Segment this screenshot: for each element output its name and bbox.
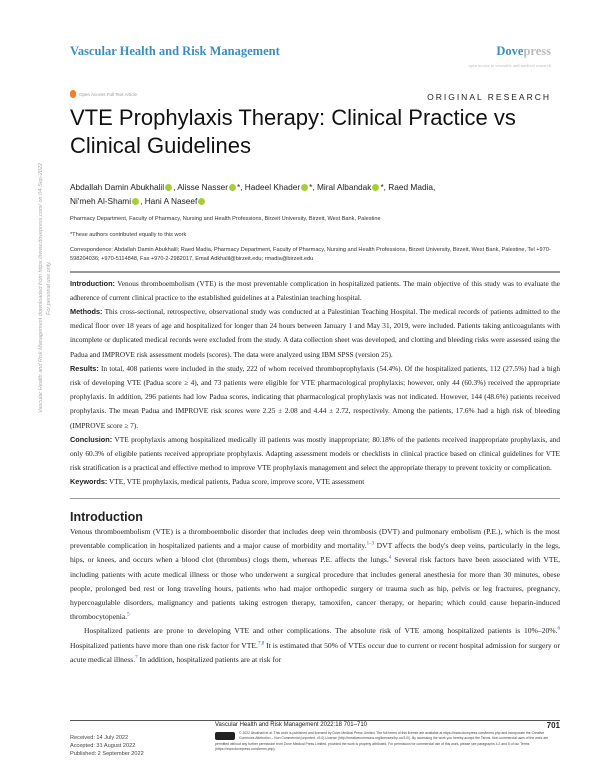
divider bbox=[70, 271, 560, 273]
paper-title: VTE Prophylaxis Therapy: Clinical Practice vs Clinical Guidelines bbox=[70, 105, 516, 158]
author[interactable]: Ni'meh Al-Shami bbox=[70, 196, 132, 206]
author[interactable]: Abdallah Damin Abukhalil bbox=[70, 182, 165, 192]
orcid-icon[interactable] bbox=[165, 184, 172, 191]
brand-press: press bbox=[523, 44, 551, 58]
orcid-icon[interactable] bbox=[229, 184, 236, 191]
citation-link[interactable]: 7 bbox=[135, 655, 138, 661]
brand-dove: Dove bbox=[496, 44, 524, 58]
watermark-line: Vascular Health and Risk Management downloaded from https://www.dovepress.com/ on 04-Sep-2022 bbox=[38, 163, 44, 413]
orcid-icon[interactable] bbox=[301, 184, 308, 191]
author-list bbox=[70, 180, 560, 208]
text: It is estimated that 50% of VTEs occur due to current or recent hospital admission for surgery or acute medical illness. bbox=[70, 640, 560, 664]
download-watermark bbox=[37, 48, 53, 528]
main-column bbox=[70, 180, 560, 667]
correspondence: Correspondence: Abdallah Damin Abukhalil; Raed Madia, Pharmacy Department, Faculty of Pharmacy, Nursing and Health Professions, Birzeit University, Birzeit, West Bank, Palestine, Tel +970-598204036; +970-5114848, Fax +970-2-2982017, Email Adkhalil@birzeit.edu; rmadia@birzeit.edu bbox=[70, 247, 551, 262]
equal-contribution-note: *These authors contributed equally to this work bbox=[70, 231, 187, 238]
license-text: © 2022 Abukhalil et al. This work is published and licensed by Dove Medical Press Limited. The full terms of this license are available at https://www.dovepress.com/terms.php and incorporate the Creative Commons Attribution – Non Commercial (unported, v3.0) License (http://creativecommons.org/licenses/by-nc/3.0/). By accessing the work you hereby accept the Terms. Non-commercial uses of the work are permitted without any further permission from Dove Medical Press Limited, provided the work is properly attributed. For permission for commercial use of this work, please see paragraphs 4.2 and 5 of our Terms (https://www.dovepress.com/terms.php). bbox=[215, 731, 549, 751]
text: Hospitalized patients have more than one risk factor for VTE. bbox=[70, 640, 258, 650]
publisher-logo[interactable] bbox=[496, 44, 551, 59]
open-access-badge bbox=[70, 90, 137, 98]
citation-link[interactable]: 6 bbox=[557, 626, 560, 632]
citation-link[interactable]: 1–3 bbox=[366, 541, 375, 547]
abstract bbox=[70, 277, 560, 490]
affiliation: Pharmacy Department, Faculty of Pharmacy, Nursing and Health Professions, Birzeit University, Birzeit, West Bank, Palestine bbox=[70, 216, 381, 222]
paragraph bbox=[70, 525, 560, 624]
abstract-conclusion: VTE prophylaxis among hospitalized medically ill patients was mostly inappropriate; 80.18% of the patients received inappropriate prophylaxis, and only 60.3% of eligible patients received appropriate prophylaxis. Adapting assessment models or checklists in clinical practice based on clinical guidelines for VTE risk stratification is a practical and effective method to improve VTE prophylaxis management and select the appropriate therapy to prevent toxicity or complication. bbox=[70, 434, 560, 473]
footer-divider bbox=[70, 720, 560, 721]
keywords-label: Keywords: bbox=[70, 477, 108, 487]
abstract-methods: This cross-sectional, retrospective, observational study was conducted at a Palestinian Teaching Hospital. The medical records of patients admitted to the medical floor over 18 years of age and hospitalized for longer than 24 hours between January 1 and May 31, 2019, were included. Patients taking anticoagulants with incomplete or duplicated medical records were excluded from the study. A data collection sheet was developed, and clotting and bleeding risks were assessed using the Padua and IMPROVE risk assessment models (scores). The data were analyzed using IBM SPSS (version 25). bbox=[70, 306, 560, 359]
author[interactable]: *, Hadeel Khader bbox=[236, 182, 301, 192]
abstract-intro: Venous thromboembolism (VTE) is the most preventable complication in hospitalized patients. The main objective of this study was to evaluate the adherence of current clinical practice to the established guidelines at a Palestinian teaching hospital. bbox=[70, 278, 560, 302]
text: Several risk factors have been associated with VTE, including patients with acute medical illness or those who underwent a surgical procedure that includes general anesthesia for more than 30 minutes, obese people, prolonged bed rest or long traveling hours, patients who had major orthopedic surgery or trauma such as hip, pelvis or leg fractures, pregnancy, hypercoagulable disorders, malignancy and patients taking estrogen therapy, tamoxifen, cancer therapy, or heparin; which could cause heparin-induced thrombocytopenia. bbox=[70, 555, 560, 622]
open-access-label: Open Access Full Text Article bbox=[79, 91, 137, 97]
published-date: Published: 2 September 2022 bbox=[70, 751, 144, 757]
section-heading-introduction: Introduction bbox=[70, 510, 143, 525]
publication-dates bbox=[70, 734, 144, 758]
abstract-results: In total, 408 patients were included in the study, 222 of whom received thromboprophylaxis (54.4%). Of the hospitalized patients, 112 (27.5%) had a high risk of developing VTE (Padua score ≥ 4), and 73 patients were eligible for VTE pharmacological prophylaxis; however, only 44 (60.3%) received the appropriate prophylaxis. In addition, 296 patients had low Padua scores, indicating that pharmacological prophylaxis was not indicated. However, 144 (48.6%) patients received prophylaxis. The mean Padua and IMPROVE risk scores were 2.25 ± 2.08 and 4.44 ± 2.72, respectively. Among the patients, 17.6% had a high risk of bleeding (IMPROVE score ≥ 7). bbox=[70, 363, 560, 430]
keywords: VTE, VTE prophylaxis, medical patients, Padua score, improve score, VTE assessment bbox=[107, 477, 365, 487]
orcid-icon[interactable] bbox=[372, 184, 379, 191]
text: Venous thromboembolism (VTE) is a thromboembolic disorder that includes deep vein thrombosis (DVT) and pulmonary embolism (P.E.), which is the most preventable complication in hospitalized patients and a major cause of morbidity and mortality. bbox=[70, 527, 560, 551]
introduction-body bbox=[70, 525, 560, 667]
author[interactable]: , Hani A Naseef bbox=[140, 196, 198, 206]
page-number: 701 bbox=[546, 721, 560, 730]
footer-citation[interactable]: Vascular Health and Risk Management 2022:18 701–710 bbox=[215, 722, 367, 728]
abstract-conclusion-label: Conclusion: bbox=[70, 434, 113, 444]
publisher-tagline: open access to scientific and medical research bbox=[468, 63, 551, 68]
watermark-line: For personal use only. bbox=[46, 261, 52, 316]
text: In addition, hospitalized patients are at risk for bbox=[137, 654, 282, 664]
citation-link[interactable]: 4 bbox=[388, 555, 392, 561]
author[interactable]: , Alisse Nasser bbox=[173, 182, 228, 192]
open-access-lock-icon bbox=[70, 90, 76, 98]
author[interactable]: *, Miral Albandak bbox=[309, 182, 372, 192]
citation-link[interactable]: 7,8 bbox=[257, 641, 265, 647]
citation-link[interactable]: 5 bbox=[127, 612, 130, 618]
divider bbox=[70, 498, 560, 500]
author[interactable]: *, Raed Madia, bbox=[380, 182, 436, 192]
paragraph bbox=[70, 624, 560, 667]
orcid-icon[interactable] bbox=[132, 198, 139, 205]
article-type: ORIGINAL RESEARCH bbox=[427, 92, 551, 102]
creative-commons-icon[interactable] bbox=[215, 732, 235, 740]
license-block bbox=[215, 731, 560, 752]
abstract-results-label: Results: bbox=[70, 363, 99, 373]
text: DVT affects the body's deep veins, particularly in the legs, hips, or knees, and occurs when a blood clot (thrombus) clogs them, whereas P.E. affects the lungs. bbox=[70, 541, 560, 565]
abstract-intro-label: Introduction: bbox=[70, 278, 115, 288]
orcid-icon[interactable] bbox=[198, 198, 205, 205]
accepted-date: Accepted: 31 August 2022 bbox=[70, 743, 136, 749]
journal-name[interactable]: Vascular Health and Risk Management bbox=[70, 44, 280, 58]
received-date: Received: 14 July 2022 bbox=[70, 735, 129, 741]
text: Hospitalized patients are prone to developing VTE and other complications. The absolute risk of VTE among hospitalized patients is 10%–20%. bbox=[84, 626, 558, 636]
abstract-methods-label: Methods: bbox=[70, 306, 103, 316]
